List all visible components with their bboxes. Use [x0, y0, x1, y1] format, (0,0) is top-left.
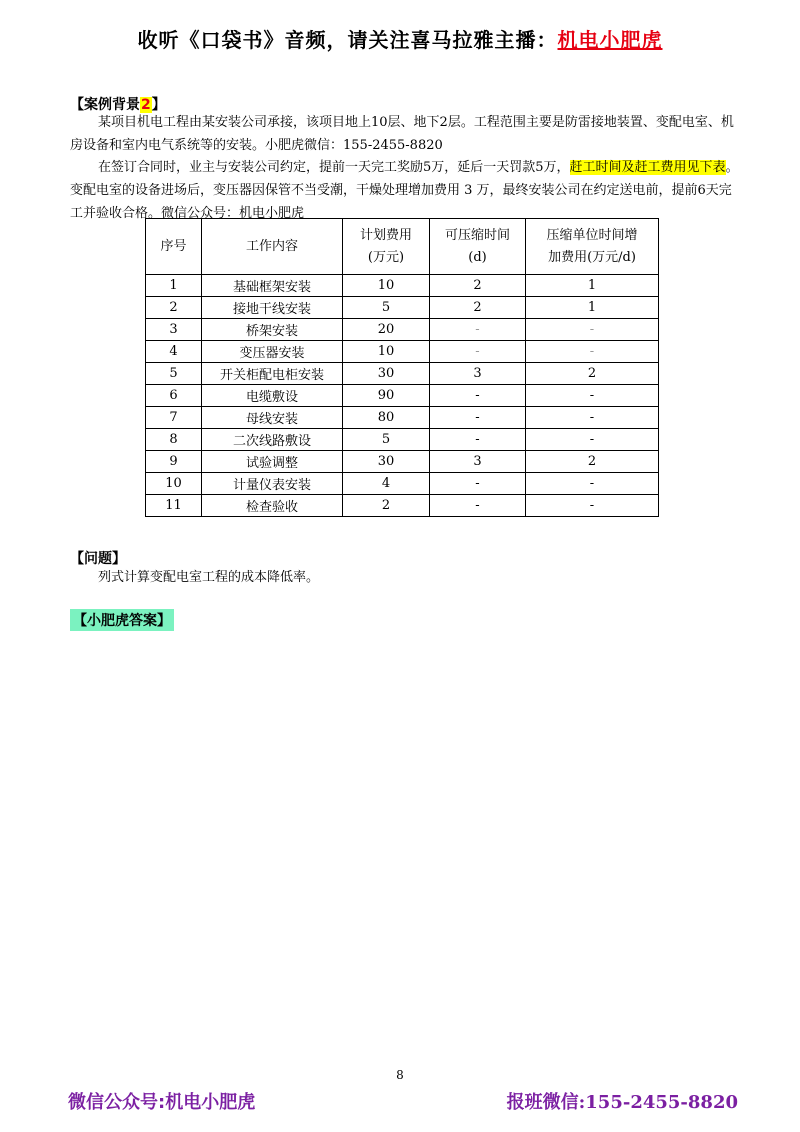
cell-no: 7 — [146, 407, 202, 429]
table-row — [146, 473, 659, 495]
cell-unit-cost: - — [526, 407, 659, 429]
table-row — [146, 341, 659, 363]
header-prefix: 收听《口袋书》音频，请关注喜马拉雅主播： — [137, 28, 558, 52]
table-row — [146, 451, 659, 473]
cell-no: 2 — [146, 297, 202, 319]
col-header-no: 序号 — [146, 219, 202, 275]
cell-unit-cost: 2 — [526, 451, 659, 473]
cell-work: 试验调整 — [202, 451, 343, 473]
cell-work: 变压器安装 — [202, 341, 343, 363]
cell-cost: 30 — [343, 451, 430, 473]
cell-cost: 5 — [343, 297, 430, 319]
paragraph-2-part-b: 。变配电室的设备进场后，变压器因保管不当受潮，干燥处理增加费用 3 万，最终安装公司在约定送电前，提前6天完工并验收合格。微信公众号：机电小肥虎 — [70, 160, 739, 221]
table-row — [146, 319, 659, 341]
table-row — [146, 385, 659, 407]
cell-unit-cost: 2 — [526, 363, 659, 385]
cell-cost: 10 — [343, 341, 430, 363]
col-header-work: 工作内容 — [202, 219, 343, 275]
case-background-close: 】 — [151, 97, 166, 113]
table-header-row — [146, 219, 659, 275]
cell-compress: - — [430, 407, 526, 429]
footer-contact: 报班微信:155-2455-8820 — [506, 1092, 738, 1113]
table-row — [146, 275, 659, 297]
cell-work: 基础框架安装 — [202, 275, 343, 297]
col-header-unit-cost: 压缩单位时间增 加费用(万元/d) — [526, 219, 659, 275]
cell-unit-cost: - — [526, 341, 659, 363]
cell-compress: 2 — [430, 297, 526, 319]
cell-unit-cost: - — [526, 473, 659, 495]
col-header-cost: 计划费用 (万元) — [343, 219, 430, 275]
cell-work: 接地干线安装 — [202, 297, 343, 319]
cell-work: 检查验收 — [202, 495, 343, 517]
table-row — [146, 495, 659, 517]
cell-work: 母线安装 — [202, 407, 343, 429]
cell-unit-cost: 1 — [526, 297, 659, 319]
cell-cost: 5 — [343, 429, 430, 451]
cell-no: 11 — [146, 495, 202, 517]
cell-no: 8 — [146, 429, 202, 451]
cell-no: 5 — [146, 363, 202, 385]
cell-unit-cost: - — [526, 319, 659, 341]
background-paragraph-2 — [70, 156, 742, 225]
cell-work: 桥架安装 — [202, 319, 343, 341]
cell-cost: 90 — [343, 385, 430, 407]
background-paragraph-1: 某项目机电工程由某安装公司承接，该项目地上10层、地下2层。工程范围主要是防雷接地装置、变配电室、机房设备和室内电气系统等的安装。小肥虎微信：155-2455-8820 — [70, 115, 734, 153]
col-header-compress: 可压缩时间 (d) — [430, 219, 526, 275]
paragraph-2-part-a: 在签订合同时，业主与安装公司约定，提前一天完工奖励5万，延后一天罚款5万， — [98, 160, 570, 175]
page-number: 8 — [396, 1068, 404, 1082]
cell-compress: - — [430, 319, 526, 341]
cost-table — [145, 218, 659, 517]
cell-compress: 3 — [430, 451, 526, 473]
case-background-title: 【案例背景 — [70, 97, 140, 113]
cell-work: 开关柜配电柜安装 — [202, 363, 343, 385]
cell-no: 6 — [146, 385, 202, 407]
cell-compress: - — [430, 341, 526, 363]
cell-cost: 4 — [343, 473, 430, 495]
table-row — [146, 429, 659, 451]
cell-no: 10 — [146, 473, 202, 495]
cell-work: 计量仪表安装 — [202, 473, 343, 495]
cell-cost: 20 — [343, 319, 430, 341]
cell-compress: - — [430, 473, 526, 495]
cell-no: 4 — [146, 341, 202, 363]
cell-no: 1 — [146, 275, 202, 297]
cell-cost: 80 — [343, 407, 430, 429]
table-row — [146, 297, 659, 319]
cell-no: 9 — [146, 451, 202, 473]
answer-label: 【小肥虎答案】 — [70, 609, 174, 631]
cell-work: 二次线路敷设 — [202, 429, 343, 451]
cell-compress: - — [430, 385, 526, 407]
cell-compress: 3 — [430, 363, 526, 385]
question-heading: 【问题】 — [70, 551, 126, 567]
footer-wechat-account: 微信公众号:机电小肥虎 — [68, 1092, 256, 1113]
cell-compress: 2 — [430, 275, 526, 297]
cell-unit-cost: - — [526, 385, 659, 407]
question-text: 列式计算变配电室工程的成本降低率。 — [98, 570, 320, 585]
cell-cost: 10 — [343, 275, 430, 297]
cell-cost: 2 — [343, 495, 430, 517]
cell-unit-cost: - — [526, 495, 659, 517]
case-number-badge: 2 — [141, 97, 151, 113]
paragraph-2-highlight: 赶工时间及赶工费用见下表 — [569, 160, 726, 175]
page-header — [0, 24, 800, 53]
table-row — [146, 407, 659, 429]
cell-compress: - — [430, 495, 526, 517]
cell-compress: - — [430, 429, 526, 451]
table-row — [146, 363, 659, 385]
cell-work: 电缆敷设 — [202, 385, 343, 407]
header-anchor-name: 机电小肥虎 — [557, 28, 663, 52]
cell-no: 3 — [146, 319, 202, 341]
cell-cost: 30 — [343, 363, 430, 385]
cell-unit-cost: 1 — [526, 275, 659, 297]
cell-unit-cost: - — [526, 429, 659, 451]
